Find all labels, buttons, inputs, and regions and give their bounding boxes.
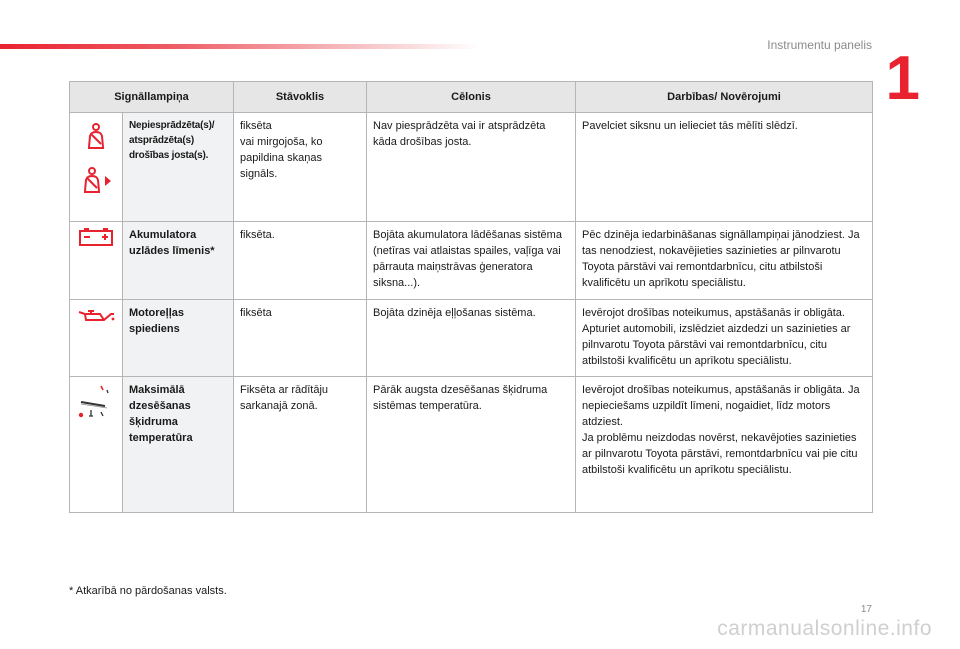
table-row [70, 222, 873, 300]
icon-cell [70, 113, 123, 222]
light-name: Maksimālā dzesēšanas šķidruma temperatūra [123, 377, 234, 513]
top-accent-bar [0, 44, 480, 49]
warning-lights-table [69, 81, 873, 513]
watermark: carmanualsonline.info [717, 617, 932, 640]
cause-cell: Pārāk augsta dzesēšanas šķidruma sistēmas temperatūra. [367, 377, 576, 513]
temperature-gauge-icon [77, 382, 115, 426]
table-row [70, 377, 873, 513]
cause-cell: Bojāta dzinēja eļļošanas sistēma. [367, 300, 576, 377]
oil-can-icon [76, 305, 116, 325]
column-header-cause: Cēlonis [367, 82, 576, 113]
column-header-action: Darbības/ Novērojumi [576, 82, 873, 113]
battery-icon [78, 227, 114, 247]
action-text: Ievērojot drošības noteikumus, apstāšanās ir obligāta. Ja nepieciešams uzpildīt līmeni, nogaidiet, līdz motors atdziest. Ja problēmu neizdodas novērst, nekavējoties sazinieties ar pilnvarotu Toyota pārstāvi, remontdarbnīcu vai pie citu atbilstoši kvalificētu un aprīkotu speciālistu. [582, 384, 860, 476]
footnote: * Atkarībā no pārdošanas valsts. [69, 585, 227, 597]
state-text: fiksēta vai mirgojoša, ko papildina skaņas signāls. [240, 120, 323, 180]
light-name: Nepiesprādzēta(s)/ atsprādzēta(s) drošības josta(s). [123, 113, 234, 222]
light-name: Akumulatora uzlādes līmenis* [123, 222, 234, 300]
table-row [70, 113, 873, 222]
state-cell [234, 113, 367, 222]
icon-cell [70, 222, 123, 300]
page-number: 17 [860, 604, 872, 615]
table-row [70, 300, 873, 377]
action-cell: Pēc dzinēja iedarbināšanas signāllampiņai jānodziest. Ja tas nenodziest, nokavējieties sazinieties ar pilnvarotu Toyota pārstāvi vai remontdarbnīcu, citu atbilstoši kvalificētu un aprīkotu speciālistu. [576, 222, 873, 300]
light-name: Motoreļļas spiediens [123, 300, 234, 377]
column-header-state: Stāvoklis [234, 82, 367, 113]
table-header-row [70, 82, 873, 113]
chapter-number: 1 [885, 44, 920, 113]
cause-cell: Nav piesprādzēta vai ir atsprādzēta kāda drošības josta. [367, 113, 576, 222]
action-cell: Pavelciet siksnu un ielieciet tās mēlīti slēdzī. [576, 113, 873, 222]
seatbelt-icon [83, 122, 109, 150]
column-header-light: Signāllampiņa [70, 82, 234, 113]
cause-cell: Bojāta akumulatora lādēšanas sistēma (netīras vai atlaistas spailes, vaļīga vai pārrauta maiņstrāvas ģeneratora siksna...). [367, 222, 576, 300]
state-cell: Fiksēta ar rādītāju sarkanajā zonā. [234, 377, 367, 513]
icon-cell [70, 300, 123, 377]
section-title: Instrumentu panelis [767, 38, 872, 52]
action-cell: Ievērojot drošības noteikumus, apstāšanās ir obligāta. Apturiet automobili, izslēdziet aizdedzi un sazinieties ar pilnvarotu Toyota pārstāvi vai remontdarbnīcu, citu atbilstoši kvalificētu un aprīkotu speciālistu. [576, 300, 873, 377]
action-cell [576, 377, 873, 513]
seatbelt-arrow-icon [79, 166, 113, 194]
state-cell: fiksēta [234, 300, 367, 377]
icon-cell [70, 377, 123, 513]
state-cell: fiksēta. [234, 222, 367, 300]
